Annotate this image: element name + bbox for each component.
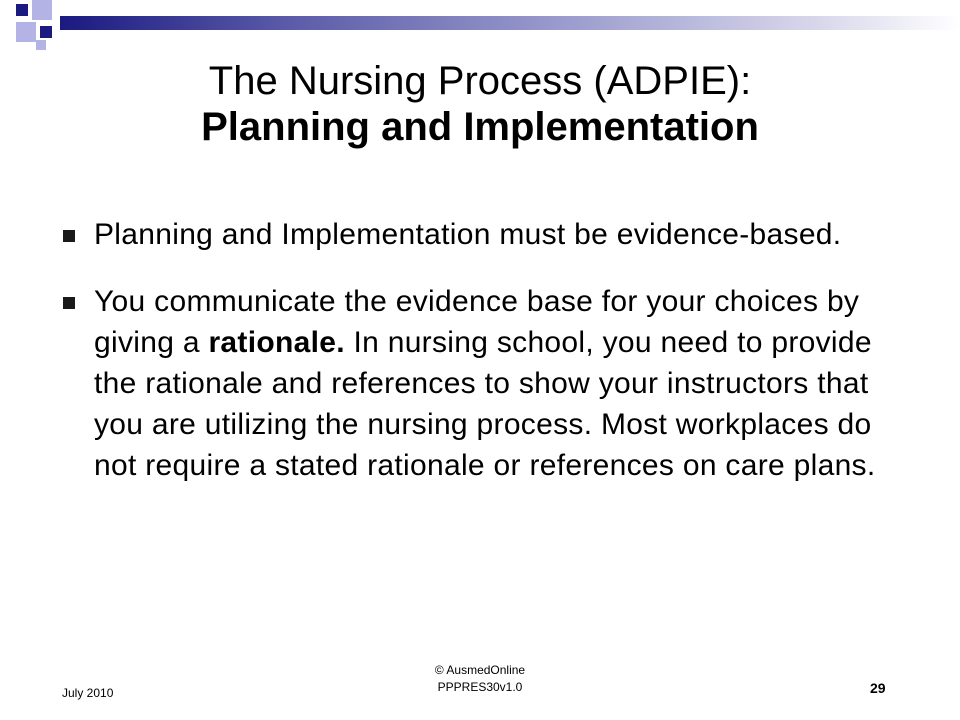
footer-code: PPPRES30v1.0 — [437, 680, 523, 694]
footer-copyright — [380, 662, 580, 696]
decorative-square — [32, 0, 52, 20]
bullet-list — [60, 214, 910, 486]
decorative-square — [16, 22, 36, 42]
footer-copyright-text: © AusmedOnline — [434, 663, 526, 677]
decorative-square — [36, 40, 46, 50]
decorative-square — [40, 26, 52, 38]
bullet-item — [60, 214, 910, 255]
header-gradient-bar — [60, 16, 960, 30]
bullet-text-part: You communicate the evidence base for your choices by giving a — [94, 285, 860, 359]
decorative-square — [16, 4, 28, 16]
bullet-text-part: In nursing school, you need to provide the rationale and references to show your instructors that you are utilizing the nursing process. Most workplaces do not require a stated rationale or references on care plans. — [94, 326, 876, 482]
bullet-text-bold: rationale. — [208, 326, 345, 359]
title-line-1: The Nursing Process (ADPIE): — [208, 59, 752, 103]
title-line-2: Planning and Implementation — [201, 105, 759, 149]
square-bullet-icon — [63, 297, 75, 309]
bullet-item — [60, 281, 910, 486]
bullet-text: Planning and Implementation must be evidence-based. — [94, 218, 842, 251]
square-bullet-icon — [63, 230, 75, 242]
footer-date: July 2010 — [62, 686, 114, 700]
slide-title — [100, 58, 860, 150]
page-number: 29 — [870, 680, 886, 696]
